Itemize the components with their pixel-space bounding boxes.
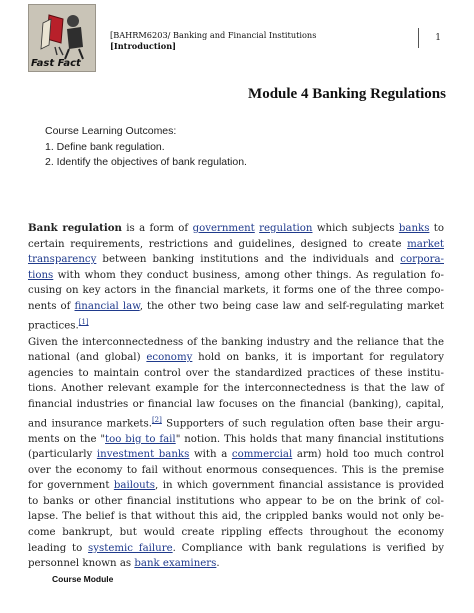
link-economy[interactable]: economy [146, 352, 193, 364]
link-corporations[interactable]: corpora-tions [28, 254, 444, 281]
text-run: hold on banks, it is important for regulatory agencies to maintain control over the standardized practices of these institu-tions. Another relevant example for the interconnectedness is that the law of financial industries or financial law focuses on the financial (banking), capital, and insurance markets. [28, 352, 444, 429]
link-too-big-to-fail[interactable]: too big to fail [105, 433, 176, 445]
text-run: with whom they conduct business, among other things. As regulation fo-cusing on key actors in the financial markets, it forms one of the three compo-nents of [28, 269, 444, 312]
link-financial-law[interactable]: financial law [74, 300, 140, 312]
link-regulation[interactable]: regulation [259, 223, 313, 234]
text-run: to certain requirements, restrictions and guidelines, designed to create [28, 223, 444, 250]
body-text [28, 221, 444, 573]
outcome-item: 1. Define bank regulation. [45, 140, 165, 153]
text-run: arm) hold too much control over the economy to fail without enormous consequences. This is the premise for government [28, 449, 444, 492]
page-number: 1 [418, 28, 441, 48]
link-systemic-failure[interactable]: systemic failure [88, 542, 173, 554]
link-investment-banks[interactable]: investment banks [96, 449, 190, 461]
text-run: Supporters of such regulation often base their argu-ments on the " [28, 417, 444, 445]
text-run: " notion. This holds that many financial institutions (particularly [28, 433, 444, 461]
text-run: . [216, 558, 220, 570]
course-line: [BAHRM6203/ Banking and Financial Institutions [110, 30, 317, 40]
link-market-transparency[interactable]: market transparency [28, 238, 444, 266]
footer-label: Course Module [52, 574, 114, 584]
citation-link[interactable]: [1] [78, 317, 89, 326]
text-run: , in which government financial assistance is provided to banks or other financial institutions who appear to be on the brink of col-lapse. The belief is that without this aid, the crippled banks would not only be-come bankrupt, but would create rippling effects throughout the economy leading to [28, 480, 445, 554]
text-run: , the other two being case law and self-regulating market practices. [28, 300, 444, 331]
paragraph-bank-regulation [28, 221, 444, 334]
fast-fact-logo [28, 4, 96, 72]
link-bank-examiners[interactable]: bank examiners [134, 558, 217, 570]
bold-term: Bank regulation [28, 222, 122, 234]
paragraph-interconnectedness [28, 335, 444, 572]
link-bailouts[interactable]: bailouts [113, 480, 156, 492]
link-government[interactable]: government [192, 223, 255, 234]
text-run: with a [189, 449, 232, 461]
module-title: Module 4 Banking Regulations [248, 86, 446, 102]
text-run: between banking institutions and the individuals and [96, 254, 401, 266]
outcomes-heading: Course Learning Outcomes: [45, 125, 177, 137]
link-commercial[interactable]: commercial [231, 449, 293, 461]
text-run: . Compliance with bank regulations is verified by personnel known as [28, 542, 444, 570]
citation-link[interactable]: [2] [151, 415, 162, 424]
text-run: is a form of [121, 223, 193, 234]
section-line: [Introduction] [110, 41, 177, 51]
running-header [110, 30, 316, 52]
learning-outcomes [45, 124, 445, 171]
link-banks[interactable]: banks [398, 223, 430, 234]
logo-brand-text: Fast Fact [31, 58, 81, 69]
text-run: Given the interconnectedness of the banking industry and the reliance that the national (and global) [28, 336, 444, 364]
text-run: which subjects [312, 223, 399, 234]
outcome-item: 2. Identify the objectives of bank regulation. [45, 156, 247, 168]
